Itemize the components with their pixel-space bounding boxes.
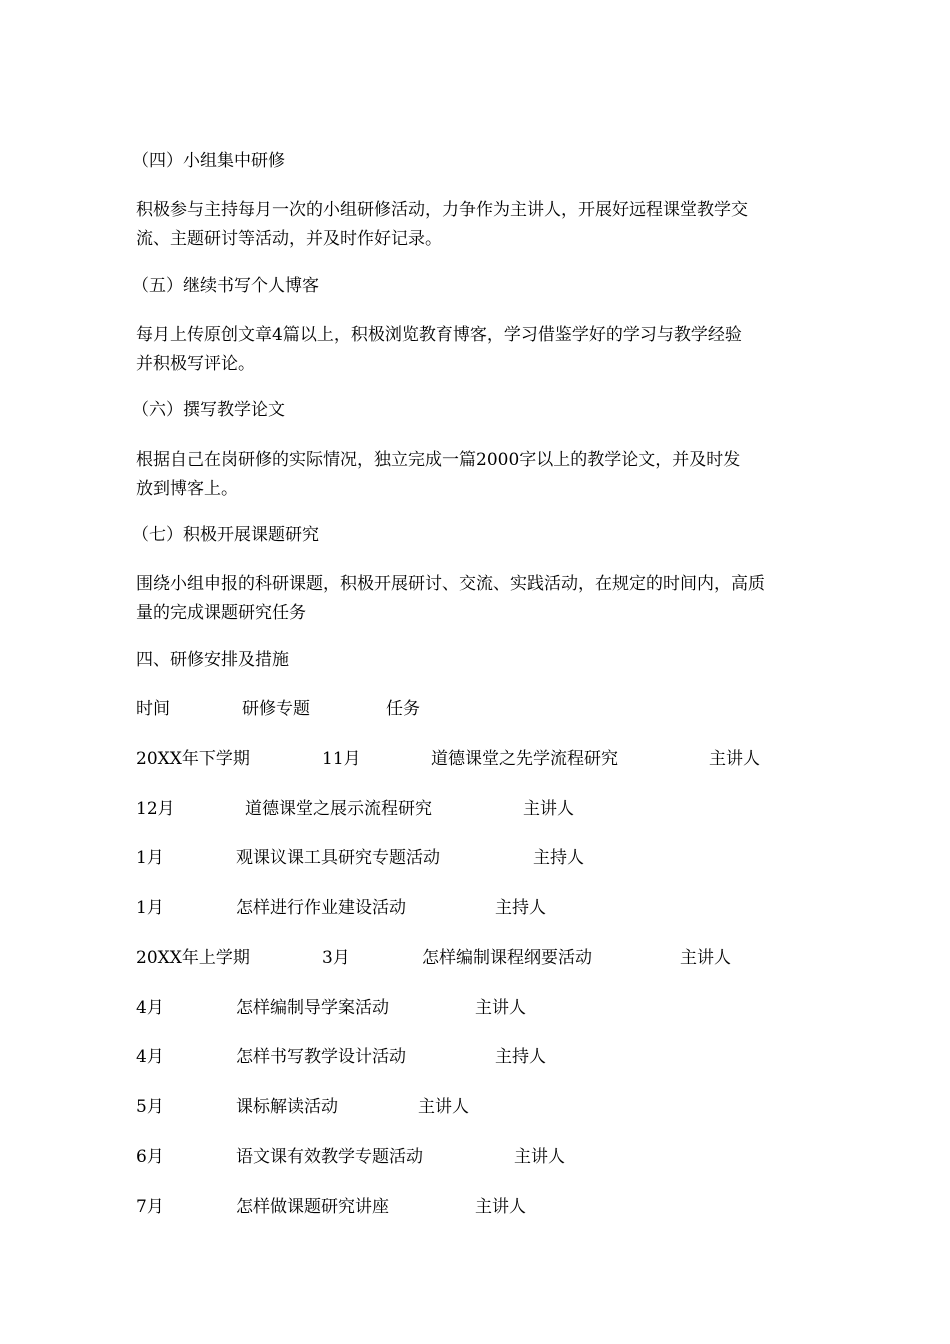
paragraph-paper [136, 446, 816, 504]
schedule-term: 20XX年下学期 [136, 749, 250, 769]
paragraph-blog [136, 321, 816, 379]
schedule-task: 主持人 [495, 1047, 546, 1067]
schedule-month: 5月 [136, 1097, 164, 1117]
schedule-month: 7月 [136, 1197, 164, 1217]
schedule-month: 3月 [322, 948, 350, 968]
schedule-header-topic: 研修专题 [242, 699, 310, 719]
schedule-topic: 怎样做课题研究讲座 [236, 1197, 389, 1217]
paragraph-line: 围绕小组申报的科研课题，积极开展研讨、交流、实践活动，在规定的时间内，高质 [136, 574, 765, 594]
schedule-topic: 道德课堂之展示流程研究 [245, 799, 432, 819]
schedule-header-time: 时间 [136, 699, 170, 719]
schedule-topic: 语文课有效教学专题活动 [236, 1147, 423, 1167]
schedule-month: 12月 [136, 799, 175, 819]
paragraph-group-study [136, 196, 816, 254]
schedule-task: 主讲人 [523, 799, 574, 819]
section-heading-paper: （六）撰写教学论文 [132, 400, 285, 420]
schedule-month: 4月 [136, 998, 164, 1018]
paragraph-line: 量的完成课题研究任务 [136, 603, 306, 623]
schedule-month: 4月 [136, 1047, 164, 1067]
schedule-topic: 怎样进行作业建设活动 [236, 898, 406, 918]
schedule-header-task: 任务 [386, 699, 420, 719]
schedule-task: 主讲人 [709, 749, 760, 769]
schedule-topic: 怎样书写教学设计活动 [236, 1047, 406, 1067]
schedule-month: 6月 [136, 1147, 164, 1167]
schedule-topic: 观课议课工具研究专题活动 [236, 848, 440, 868]
paragraph-line: 每月上传原创文章4篇以上，积极浏览教育博客，学习借鉴学好的学习与教学经验 [136, 325, 742, 345]
schedule-term: 20XX年上学期 [136, 948, 250, 968]
section-heading-group-study: （四）小组集中研修 [132, 151, 285, 171]
paragraph-line: 放到博客上。 [136, 479, 238, 499]
schedule-topic: 道德课堂之先学流程研究 [431, 749, 618, 769]
paragraph-line: 积极参与主持每月一次的小组研修活动，力争作为主讲人，开展好远程课堂教学交 [136, 200, 748, 220]
schedule-topic: 怎样编制课程纲要活动 [422, 948, 592, 968]
schedule-month: 1月 [136, 898, 164, 918]
schedule-task: 主持人 [495, 898, 546, 918]
schedule-task: 主持人 [533, 848, 584, 868]
paragraph-line: 根据自己在岗研修的实际情况，独立完成一篇2000字以上的教学论文，并及时发 [136, 450, 741, 470]
paragraph-line: 并积极写评论。 [136, 354, 255, 374]
schedule-task: 主讲人 [475, 998, 526, 1018]
schedule-month: 11月 [322, 749, 361, 769]
paragraph-research [136, 570, 816, 628]
paragraph-line: 流、主题研讨等活动，并及时作好记录。 [136, 229, 442, 249]
section-title-schedule: 四、研修安排及措施 [136, 650, 289, 670]
schedule-topic: 怎样编制导学案活动 [236, 998, 389, 1018]
schedule-task: 主讲人 [475, 1197, 526, 1217]
schedule-topic: 课标解读活动 [236, 1097, 338, 1117]
section-heading-blog: （五）继续书写个人博客 [132, 276, 319, 296]
schedule-task: 主讲人 [680, 948, 731, 968]
schedule-task: 主讲人 [418, 1097, 469, 1117]
schedule-month: 1月 [136, 848, 164, 868]
schedule-task: 主讲人 [514, 1147, 565, 1167]
section-heading-research: （七）积极开展课题研究 [132, 525, 319, 545]
